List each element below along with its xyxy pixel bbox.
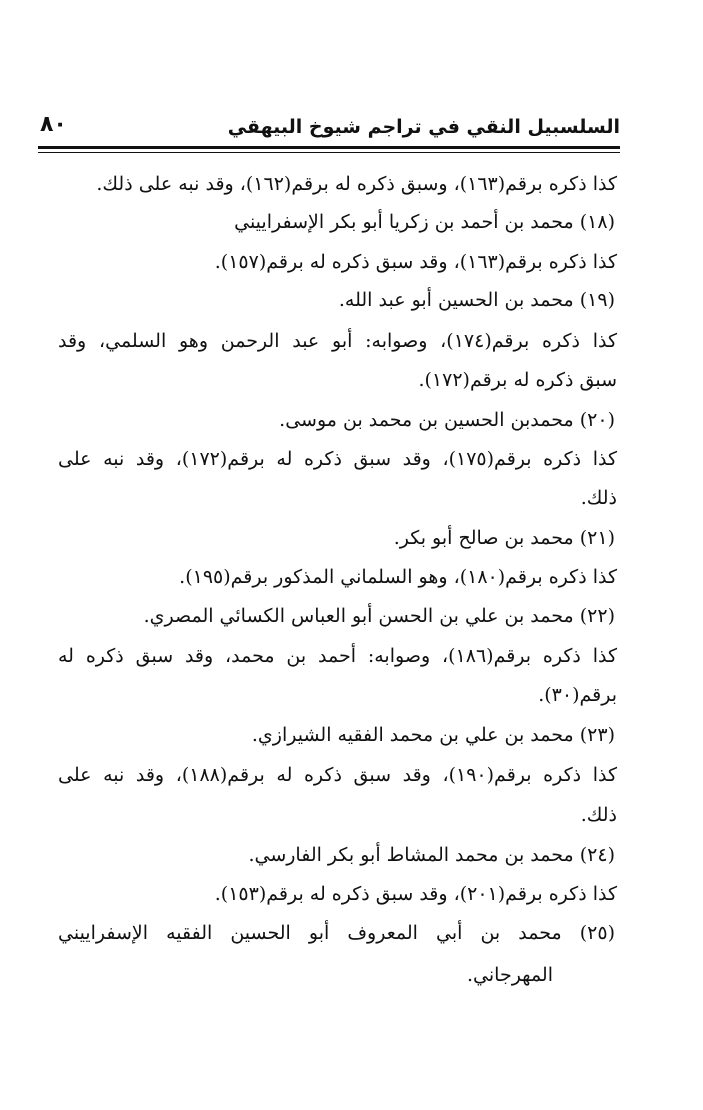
entry-heading-24: (٢٤) محمد بن محمد المشاط أبو بكر الفارسي. — [248, 844, 615, 866]
text-line: برقم(٣٠). — [538, 684, 617, 706]
text-line: كذا ذكره برقم(١٧٤)، وصوابه: أبو عبد الرحمن وهو السلمي، وقد — [58, 330, 617, 352]
text-line: كذا ذكره برقم(١٦٣)، وقد سبق ذكره له برقم(١٥٧). — [214, 251, 617, 273]
entry-heading-25: (٢٥) محمد بن أبي المعروف أبو الحسين الفقيه الإسفراييني — [58, 922, 615, 944]
text-line: سبق ذكره له برقم(١٧٢). — [418, 369, 617, 391]
header-rule-thin — [38, 152, 620, 153]
entry-heading-19: (١٩) محمد بن الحسين أبو عبد الله. — [338, 289, 615, 311]
text-line: المهرجاني. — [467, 964, 553, 986]
entry-heading-18: (١٨) محمد بن أحمد بن زكريا أبو بكر الإسفراييني — [234, 211, 615, 233]
text-line: ذلك. — [580, 487, 617, 509]
entry-heading-21: (٢١) محمد بن صالح أبو بكر. — [393, 527, 615, 549]
page-number: ٨٠ — [40, 112, 67, 137]
text-line: كذا ذكره برقم(١٧٥)، وقد سبق ذكره له برقم(١٧٢)، وقد نبه على — [58, 448, 617, 470]
running-header — [38, 112, 620, 146]
text-line: ذلك. — [580, 804, 617, 826]
entry-heading-22: (٢٢) محمد بن علي بن الحسن أبو العباس الكسائي المصري. — [143, 605, 615, 627]
entry-heading-23: (٢٣) محمد بن علي بن محمد الفقيه الشيرازي. — [251, 724, 615, 746]
text-line: كذا ذكره برقم(٢٠١)، وقد سبق ذكره له برقم(١٥٣). — [214, 883, 617, 905]
text-line: كذا ذكره برقم(١٨٠)، وهو السلماني المذكور برقم(١٩٥). — [179, 566, 617, 588]
header-title: السلسبيل النقي في تراجم شيوخ البيهقي — [227, 116, 620, 138]
text-line: كذا ذكره برقم(١٩٠)، وقد سبق ذكره له برقم(١٨٨)، وقد نبه على — [58, 764, 617, 786]
header-rule-thick — [38, 146, 620, 149]
text-line: كذا ذكره برقم(١٦٣)، وسبق ذكره له برقم(١٦٢)، وقد نبه على ذلك. — [96, 173, 617, 195]
entry-heading-20: (٢٠) محمدبن الحسين بن محمد بن موسى. — [279, 409, 615, 431]
text-line: كذا ذكره برقم(١٨٦)، وصوابه: أحمد بن محمد، وقد سبق ذكره له — [58, 645, 618, 667]
